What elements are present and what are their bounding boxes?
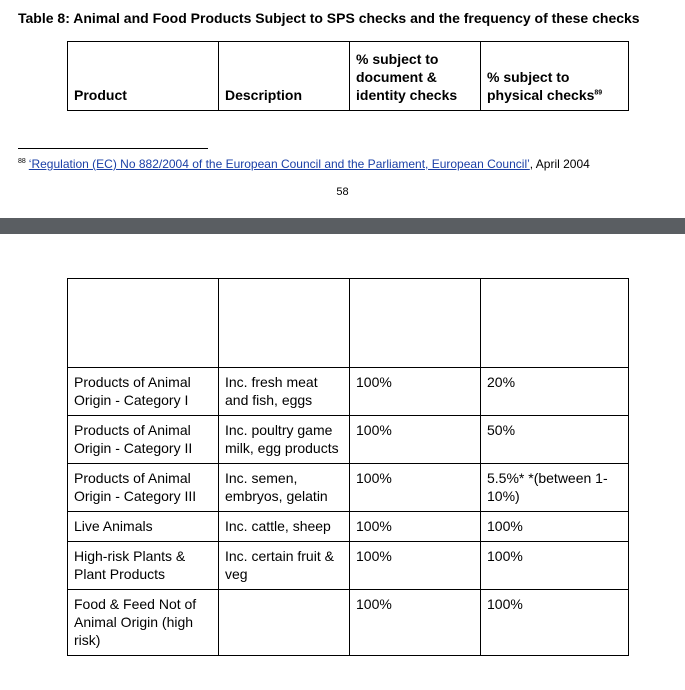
cell-description: Inc. fresh meat and fish, eggs [219,368,350,416]
cell-product: Products of Animal Origin - Category I [68,368,219,416]
cell-document-pct: 100% [350,512,481,542]
sps-checks-table-header [67,41,629,111]
cell-physical-pct: 100% [481,590,629,656]
cell-product: High-risk Plants & Plant Products [68,542,219,590]
cell-document-pct: 100% [350,368,481,416]
table-row [68,590,629,656]
footnote-ref-89[interactable]: 89 [594,89,603,97]
cell-document-pct: 100% [350,416,481,464]
footnote-88 [18,157,590,171]
document-page-59 [0,234,685,690]
table-title: Table 8: Animal and Food Products Subject to SPS checks and the frequency of these checks [18,10,640,26]
table-header-row [68,42,629,111]
table-row [68,416,629,464]
cell-physical-pct: 5.5%* *(between 1-10%) [481,464,629,512]
cell-document-pct: 100% [350,590,481,656]
empty-header-cell [350,279,481,368]
empty-header-cell [481,279,629,368]
cell-description: Inc. certain fruit & veg [219,542,350,590]
empty-header-cell [219,279,350,368]
table-row [68,464,629,512]
cell-physical-pct: 20% [481,368,629,416]
page-separator [0,218,685,234]
cell-product: Food & Feed Not of Animal Origin (high risk) [68,590,219,656]
header-physical-checks [481,42,629,111]
cell-physical-pct: 50% [481,416,629,464]
cell-description: Inc. semen, embryos, gelatin [219,464,350,512]
page-number: 58 [336,186,349,198]
header-document-line3: identity checks [356,87,458,103]
header-document-checks [350,42,481,111]
table-row [68,542,629,590]
header-product: Product [68,42,219,111]
cell-description: Inc. poultry game milk, egg products [219,416,350,464]
footnote-separator [18,148,208,149]
empty-header-cell [68,279,219,368]
cell-document-pct: 100% [350,542,481,590]
cell-description: Inc. cattle, sheep [219,512,350,542]
header-document-line1: % subject to [356,51,439,67]
cell-product: Products of Animal Origin - Category III [68,464,219,512]
header-document-line2: document & [356,69,437,85]
table-row [68,512,629,542]
table-row [68,368,629,416]
cell-physical-pct: 100% [481,512,629,542]
footnote-number: 88 [18,158,26,165]
header-description: Description [219,42,350,111]
document-page-58 [0,0,685,218]
header-physical-label: % subject to physical checks [487,69,595,103]
footnote-link[interactable]: ‘Regulation (EC) No 882/2004 of the European Council and the Parliament, European Council’ [28,157,530,171]
footnote-suffix: , April 2004 [529,157,590,171]
cell-product: Products of Animal Origin - Category II [68,416,219,464]
cell-physical-pct: 100% [481,542,629,590]
cell-description [219,590,350,656]
cell-document-pct: 100% [350,464,481,512]
repeated-header-row [68,279,629,368]
sps-checks-table-body [67,278,629,656]
cell-product: Live Animals [68,512,219,542]
